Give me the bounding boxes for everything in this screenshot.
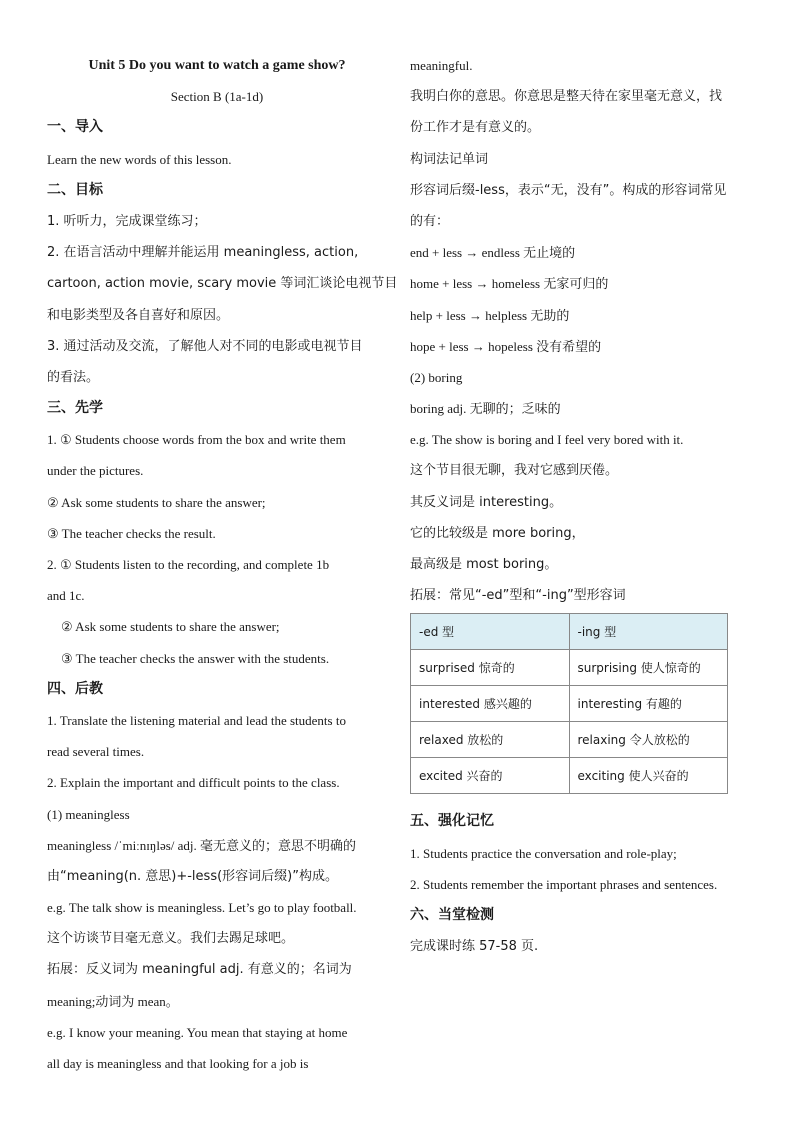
text-line: 的有： <box>410 213 450 229</box>
text-line: and 1c. <box>47 588 85 604</box>
table-header-row <box>411 614 728 650</box>
section-heading: 一、导入 <box>47 119 103 136</box>
text-line: hope + less → hopeless 没有希望的 <box>410 338 602 354</box>
text-line: 构词法记单词 <box>410 151 489 167</box>
text-line: (2) boring <box>410 369 463 385</box>
text-line: ② Ask some students to share the answer; <box>61 619 280 635</box>
text-line: cartoon, action movie, scary movie 等词汇谈论电视节目 <box>47 276 398 292</box>
text-line: meaningful. <box>410 58 473 73</box>
table-row <box>411 722 728 758</box>
text-line: 拓展：反义词为 meaningful adj. 有意义的；名词为 <box>47 962 352 978</box>
text-line: 完成课时练 57-58 页. <box>410 939 539 955</box>
text-line: 的看法。 <box>47 369 100 385</box>
section-heading: 三、先学 <box>47 400 103 417</box>
table-cell: exciting 使人兴奋的 <box>569 758 728 794</box>
left-column <box>47 50 398 1079</box>
table-row <box>411 758 728 794</box>
table-cell: surprising 使人惊奇的 <box>569 650 728 686</box>
text-line: 和电影类型及各自喜好和原因。 <box>47 307 230 323</box>
right-bottom-text <box>410 806 760 962</box>
text-line: 1. Students practice the conversation and role-play; <box>410 845 677 861</box>
table-cell: excited 兴奋的 <box>411 758 570 794</box>
table-cell: surprised 惊奇的 <box>411 650 570 686</box>
text-line: Section B (1a-1d) <box>170 89 264 105</box>
table-row <box>411 686 728 722</box>
section-heading: 六、当堂检测 <box>410 906 494 923</box>
adjective-table <box>410 613 728 794</box>
text-line: 它的比较级是 more boring， <box>410 525 585 541</box>
text-line: Unit 5 Do you want to watch a game show? <box>88 58 346 73</box>
text-line: e.g. The talk show is meaningless. Let’s go to play football. <box>47 900 357 916</box>
text-line: ② Ask some students to share the answer; <box>47 494 266 510</box>
right-top-text <box>410 50 760 611</box>
text-line: 2. Explain the important and difficult points to the class. <box>47 775 340 791</box>
table-cell: interested 感兴趣的 <box>411 686 570 722</box>
table-cell: interesting 有趣的 <box>569 686 728 722</box>
section-heading: 四、后教 <box>47 680 103 697</box>
text-line: 3. 通过活动及交流，了解他人对不同的电影或电视节目 <box>47 338 363 354</box>
text-line: boring adj. 无聊的；乏味的 <box>410 401 561 417</box>
text-line: 最高级是 most boring。 <box>410 557 558 572</box>
text-line: end + less → endless 无止境的 <box>410 245 576 261</box>
spacer <box>410 794 760 806</box>
text-line: all day is meaningless and that looking for a job is <box>47 1056 309 1071</box>
text-line: 由“meaning(n. 意思)+-less(形容词后缀)”构成。 <box>47 868 338 884</box>
table-header-cell: -ing 型 <box>569 614 728 650</box>
text-line: 我明白你的意思。你意思是整天待在家里毫无意义，找 <box>410 89 723 105</box>
text-line: 2. Students remember the important phrases and sentences. <box>410 876 718 892</box>
text-line: 份工作才是有意义的。 <box>410 120 541 136</box>
text-line: 2. ① Students listen to the recording, and complete 1b <box>47 557 330 572</box>
right-column <box>410 50 760 962</box>
section-heading: 二、目标 <box>47 181 103 198</box>
text-line: under the pictures. <box>47 463 144 479</box>
text-line: e.g. The show is boring and I feel very bored with it. <box>410 432 684 448</box>
text-line: read several times. <box>47 744 145 760</box>
text-line: 其反义词是 interesting。 <box>410 494 563 510</box>
text-line: home + less → homeless 无家可归的 <box>410 276 609 292</box>
text-line: (1) meaningless <box>47 806 130 822</box>
text-line: 1. ① Students choose words from the box and write them <box>47 432 346 448</box>
text-line: 2. 在语言活动中理解并能运用 meaningless, action, <box>47 245 359 261</box>
text-line: 拓展：常见“-ed”型和“-ing”型形容词 <box>410 588 626 604</box>
table-row <box>411 650 728 686</box>
table-cell: relaxing 令人放松的 <box>569 722 728 758</box>
text-line: e.g. I know your meaning. You mean that staying at home <box>47 1024 348 1040</box>
text-line: meaningless /ˈmiːnɪŋləs/ adj. 毫无意义的；意思不明确的 <box>47 837 357 853</box>
text-line: 这个节目很无聊，我对它感到厌倦。 <box>410 463 619 479</box>
section-heading: 五、强化记忆 <box>410 813 494 830</box>
text-line: ③ The teacher checks the result. <box>47 525 216 541</box>
text-line: ③ The teacher checks the answer with the students. <box>61 650 330 666</box>
text-line: Learn the new words of this lesson. <box>47 151 232 167</box>
text-line: meaning;动词为 mean。 <box>47 993 179 1009</box>
table-header-cell: -ed 型 <box>411 614 570 650</box>
table-cell: relaxed 放松的 <box>411 722 570 758</box>
text-line: 1. Translate the listening material and lead the students to <box>47 712 346 728</box>
text-line: 形容词后缀-less，表示“无，没有”。构成的形容词常见 <box>410 182 727 198</box>
text-line: 这个访谈节目毫无意义。我们去踢足球吧。 <box>47 931 295 947</box>
text-line: 1. 听听力，完成课堂练习； <box>47 213 207 229</box>
text-line: help + less → helpless 无助的 <box>410 307 570 323</box>
